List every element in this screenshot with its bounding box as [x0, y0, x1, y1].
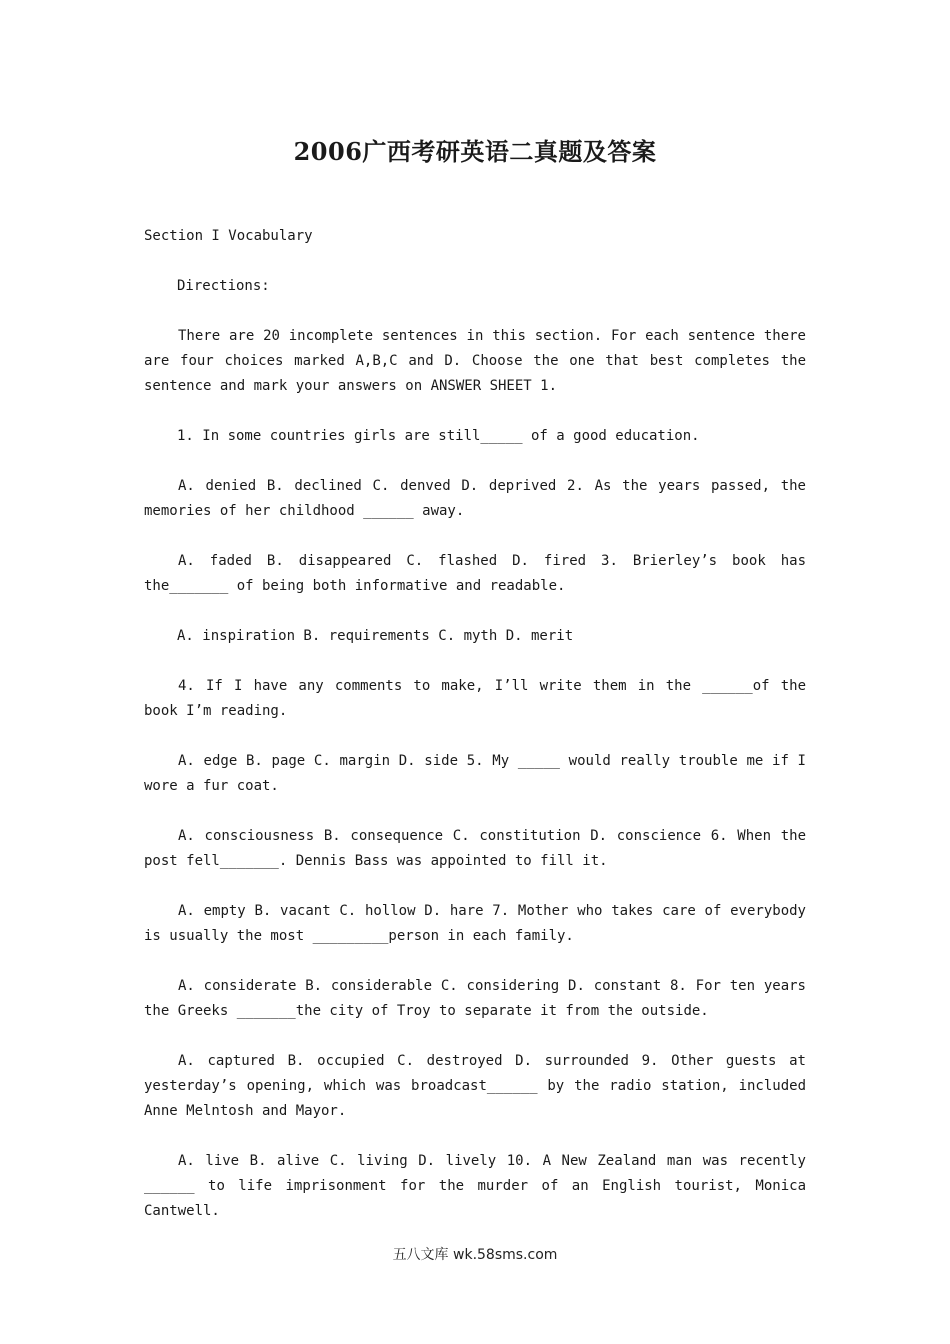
question-paragraph: 4. If I have any comments to make, I’ll write them in the ______of the book I’m reading.	[144, 678, 806, 719]
directions-text: There are 20 incomplete sentences in this section. For each sentence there are four choices marked A,B,C and D. Choose the one that best completes the sentence and mark your answers on ANSWER SHEET 1.	[144, 328, 806, 394]
question-paragraph: A. considerate B. considerable C. considering D. constant 8. For ten years the Greeks _______the city of Troy to separate it from the outside.	[144, 978, 806, 1019]
page-title: 2006广西考研英语二真题及答案	[293, 137, 657, 166]
question-paragraph: A. faded B. disappeared C. flashed D. fired 3. Brierley’s book has the_______ of being both informative and readable.	[144, 553, 806, 594]
question-paragraph: A. edge B. page C. margin D. side 5. My _____ would really trouble me if I wore a fur coat.	[144, 753, 806, 794]
question-paragraph: 1. In some countries girls are still_____ of a good education.	[177, 428, 700, 444]
question-paragraph: A. live B. alive C. living D. lively 10. A New Zealand man was recently ______ to life imprisonment for the murder of an English tourist, Monica Cantwell.	[144, 1153, 806, 1219]
question-paragraph: A. empty B. vacant C. hollow D. hare 7. Mother who takes care of everybody is usually the most _________person in each family.	[144, 903, 806, 944]
footer-watermark: 五八文库 wk.58sms.com	[392, 1247, 558, 1263]
document-body	[144, 224, 806, 1249]
question-paragraph: A. inspiration B. requirements C. myth D. merit	[177, 628, 574, 644]
question-paragraph: A. captured B. occupied C. destroyed D. surrounded 9. Other guests at yesterday’s opening, which was broadcast______ by the radio station, included Anne Melntosh and Mayor.	[144, 1053, 806, 1119]
section-heading: Section I Vocabulary	[144, 228, 313, 244]
question-paragraph: A. consciousness B. consequence C. constitution D. conscience 6. When the post fell_______. Dennis Bass was appointed to fill it.	[144, 828, 806, 869]
question-paragraph: A. denied B. declined C. denved D. deprived 2. As the years passed, the memories of her childhood ______ away.	[144, 478, 806, 519]
directions-label: Directions:	[177, 278, 270, 294]
